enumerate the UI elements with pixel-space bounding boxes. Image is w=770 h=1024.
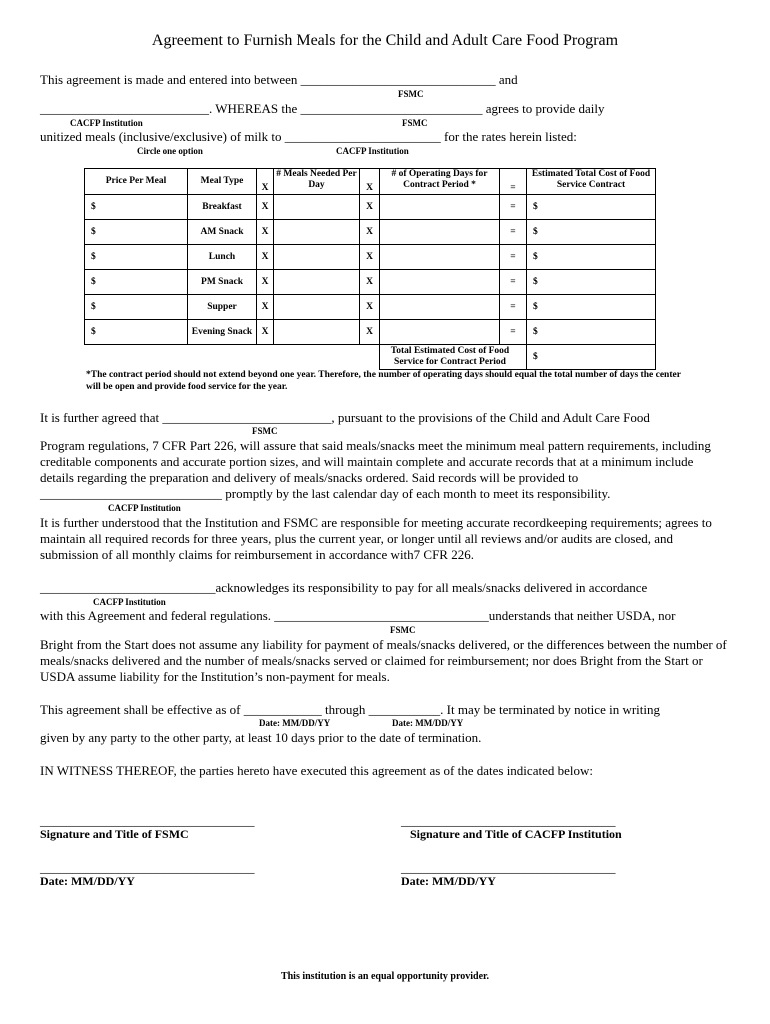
- para1-line-1: It is further agreed that __________________________, pursuant to the provisions of the Child and Adult Care Food: [40, 410, 650, 425]
- para1-line-last: ____________________________ promptly by the last calendar day of each month to meet its responsibility.: [40, 486, 611, 501]
- label-fsmc: FSMC: [252, 426, 278, 436]
- date-line-cacfp[interactable]: _________________________________: [401, 860, 616, 875]
- date-line-fsmc[interactable]: _________________________________: [40, 860, 255, 875]
- header-x: X: [257, 169, 274, 195]
- label-start-date: Date: MM/DD/YY: [259, 718, 331, 728]
- label-circle-one-option: Circle one option: [137, 146, 203, 156]
- header-x: X: [360, 169, 380, 195]
- multiply-sign: X: [257, 245, 274, 270]
- header-estimated-cost: Estimated Total Cost of Food Service Contract: [527, 169, 656, 195]
- price-cell[interactable]: $: [85, 220, 188, 245]
- intro-line-2: __________________________. WHEREAS the ____________________________ agrees to provide daily: [40, 101, 605, 116]
- header-meal-type: Meal Type: [188, 169, 257, 195]
- header-meals-needed: # Meals Needed Per Day: [274, 169, 360, 195]
- meal-type-cell: Supper: [188, 295, 257, 320]
- intro-line-1: This agreement is made and entered into between ______________________________ and: [40, 72, 518, 87]
- table-header-row: [85, 169, 656, 195]
- cost-cell[interactable]: $: [527, 270, 656, 295]
- signature-line-fsmc[interactable]: _________________________________: [40, 813, 255, 828]
- meals-cost-table: [84, 168, 656, 370]
- meal-type-cell: AM Snack: [188, 220, 257, 245]
- cost-cell[interactable]: $: [527, 320, 656, 345]
- para3-line-1: ___________________________acknowledges its responsibility to pay for all meals/snacks delivered in accordance: [40, 580, 648, 595]
- operating-days-cell[interactable]: [380, 220, 500, 245]
- meals-needed-cell[interactable]: [274, 295, 360, 320]
- multiply-sign: X: [360, 195, 380, 220]
- page-title: Agreement to Furnish Meals for the Child and Adult Care Food Program: [151, 32, 619, 49]
- multiply-sign: X: [360, 220, 380, 245]
- equals-sign: =: [500, 220, 527, 245]
- operating-days-cell[interactable]: [380, 295, 500, 320]
- meals-needed-cell[interactable]: [274, 195, 360, 220]
- para1-body: Program regulations, 7 CFR Part 226, will assure that said meals/snacks meet the minimum meal pattern requirements, including creditable components and accurate portion sizes, and will maintain complete and accurate records that at a minimum include details regarding the preparation and delivery of meals/snacks ordered. Said records will be provided to: [40, 438, 711, 485]
- label-fsmc: FSMC: [402, 118, 428, 128]
- total-cost-label: Total Estimated Cost of Food Service for Contract Period: [380, 345, 527, 370]
- table-row: [85, 195, 656, 220]
- header-operating-days: # of Operating Days for Contract Period *: [380, 169, 500, 195]
- operating-days-cell[interactable]: [380, 270, 500, 295]
- meals-needed-cell[interactable]: [274, 320, 360, 345]
- price-cell[interactable]: $: [85, 245, 188, 270]
- para3-line-2: with this Agreement and federal regulations. _________________________________understands that neither USDA, nor: [40, 608, 676, 623]
- cost-cell[interactable]: $: [527, 245, 656, 270]
- date-label-cacfp: Date: MM/DD/YY: [401, 874, 496, 888]
- equals-sign: =: [500, 295, 527, 320]
- label-cacfp-institution: CACFP Institution: [93, 597, 166, 607]
- equals-sign: =: [500, 195, 527, 220]
- multiply-sign: X: [360, 270, 380, 295]
- label-end-date: Date: MM/DD/YY: [392, 718, 464, 728]
- operating-days-cell[interactable]: [380, 195, 500, 220]
- meal-type-cell: PM Snack: [188, 270, 257, 295]
- multiply-sign: X: [360, 320, 380, 345]
- multiply-sign: X: [257, 295, 274, 320]
- price-cell[interactable]: $: [85, 320, 188, 345]
- multiply-sign: X: [360, 295, 380, 320]
- multiply-sign: X: [257, 195, 274, 220]
- contract-period-footnote: *The contract period should not extend beyond one year. Therefore, the number of operating days should equal the total number of days the center will be open and provide food service for the year.: [86, 370, 681, 392]
- equals-sign: =: [500, 270, 527, 295]
- para3-liability: Bright from the Start does not assume any liability for payment of meals/snacks delivered, or the differences between the number of meals/snacks delivered and the number of meals/snacks served or claimed for reimbursement; nor does Bright from the Start or USDA assume liability for the Institution’s non-payment for meals.: [40, 637, 727, 684]
- cost-cell[interactable]: $: [527, 195, 656, 220]
- label-cacfp-institution: CACFP Institution: [108, 503, 181, 513]
- label-fsmc: FSMC: [398, 89, 424, 99]
- witness-statement: IN WITNESS THEREOF, the parties hereto have executed this agreement as of the dates indicated below:: [40, 763, 593, 778]
- equals-sign: =: [500, 245, 527, 270]
- price-cell[interactable]: $: [85, 270, 188, 295]
- cost-cell[interactable]: $: [527, 220, 656, 245]
- operating-days-cell[interactable]: [380, 320, 500, 345]
- table-row: [85, 220, 656, 245]
- table-row: [85, 295, 656, 320]
- para4-line-2: given by any party to the other party, at least 10 days prior to the date of termination.: [40, 730, 482, 745]
- meal-type-cell: Breakfast: [188, 195, 257, 220]
- multiply-sign: X: [257, 270, 274, 295]
- price-cell[interactable]: $: [85, 295, 188, 320]
- intro-line-3: unitized meals (inclusive/exclusive) of milk to ________________________ for the rates herein listed:: [40, 129, 577, 144]
- signature-label-cacfp: Signature and Title of CACFP Institution: [410, 827, 622, 841]
- meals-needed-cell[interactable]: [274, 270, 360, 295]
- table-row: [85, 270, 656, 295]
- operating-days-cell[interactable]: [380, 245, 500, 270]
- para4-line-1: This agreement shall be effective as of ____________ through ___________. It may be terminated by notice in writing: [40, 702, 661, 717]
- cost-cell[interactable]: $: [527, 295, 656, 320]
- price-cell[interactable]: $: [85, 195, 188, 220]
- signature-line-cacfp[interactable]: _________________________________: [401, 813, 616, 828]
- para2-recordkeeping: It is further understood that the Institution and FSMC are responsible for meeting accurate recordkeeping requirements; agrees to maintain all required records for three years, plus the current year, or longer until all reviews and/or audits are closed, and submission of all monthly claims for reimbursement in accordance with7 CFR 226.: [40, 515, 712, 562]
- multiply-sign: X: [257, 220, 274, 245]
- equals-sign: =: [500, 320, 527, 345]
- total-cost-value[interactable]: $: [527, 345, 656, 370]
- label-cacfp-institution: CACFP Institution: [70, 118, 143, 128]
- equal-opportunity-footer: This institution is an equal opportunity provider.: [280, 971, 490, 982]
- meal-type-cell: Lunch: [188, 245, 257, 270]
- table-row: [85, 245, 656, 270]
- label-cacfp-institution: CACFP Institution: [336, 146, 409, 156]
- meals-needed-cell[interactable]: [274, 220, 360, 245]
- date-label-fsmc: Date: MM/DD/YY: [40, 874, 135, 888]
- table-total-row: [85, 345, 656, 370]
- meals-needed-cell[interactable]: [274, 245, 360, 270]
- table-row: [85, 320, 656, 345]
- signature-label-fsmc: Signature and Title of FSMC: [40, 827, 189, 841]
- header-price-per-meal: Price Per Meal: [85, 169, 188, 195]
- header-equals: =: [500, 169, 527, 195]
- meal-type-cell: Evening Snack: [188, 320, 257, 345]
- multiply-sign: X: [360, 245, 380, 270]
- label-fsmc: FSMC: [390, 625, 416, 635]
- multiply-sign: X: [257, 320, 274, 345]
